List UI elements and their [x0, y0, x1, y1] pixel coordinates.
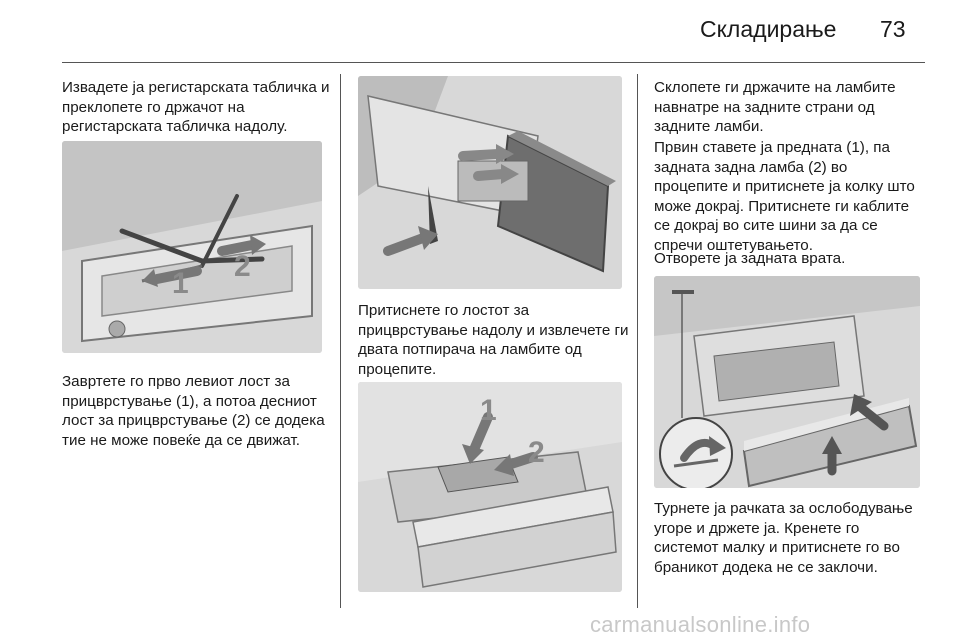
instruction-insert-lamps: Првин ставете ја предната (1), па задната задна ламба (2) во процепите и притиснете ја колку што може докрај. Притиснете ги каблите се докрај во сите шини за да се спречи оштетувањето. — [654, 139, 915, 254]
figure-fastening-levers — [62, 141, 322, 353]
figure-fastening-levers-illustration — [62, 141, 322, 353]
page-title: Складирање — [700, 16, 837, 42]
column-divider-1 — [340, 74, 341, 608]
figure-release-handle — [654, 276, 920, 488]
callout-2: 2 — [234, 250, 251, 283]
instruction-open-tailgate: Отворете ја задната врата. — [654, 250, 846, 267]
callout-1: 1 — [172, 267, 189, 300]
instruction-fold-holders: Склопете ги држачите на ламбите навнатре на задните страни од задните ламби. — [654, 79, 896, 135]
figure-pull-supports — [358, 76, 622, 289]
figure-release-handle-illustration — [654, 276, 920, 488]
callout-1: 1 — [480, 394, 497, 427]
header-divider — [62, 62, 925, 63]
column-divider-2 — [637, 74, 638, 608]
callout-2: 2 — [528, 436, 545, 469]
figure-release-lever — [358, 382, 622, 592]
instruction-press-lever: Притиснете го лостот за прицврстување надолу и извлечете ги двата потпирача на ламбите од процепите. — [358, 302, 629, 378]
instruction-turn-levers: Завртете го прво левиот лост за прицврстување (1), а потоа десниот лост за прицврстување (2) се додека тие не може повеќе да се движат. — [62, 373, 325, 449]
page-number: 73 — [880, 16, 906, 42]
instruction-remove-plate: Извадете ја регистарската табличка и преклопете го држачот на регистарската табличка надолу. — [62, 79, 330, 135]
watermark: carmanualsonline.info — [590, 612, 811, 637]
figure-pull-supports-illustration — [358, 76, 622, 289]
instruction-push-handle: Турнете ја рачката за ослободување угоре и држете ја. Кренете го системот малку и притиснете го во браникот додека не се заклочи. — [654, 500, 913, 576]
figure-release-lever-illustration — [358, 382, 622, 592]
